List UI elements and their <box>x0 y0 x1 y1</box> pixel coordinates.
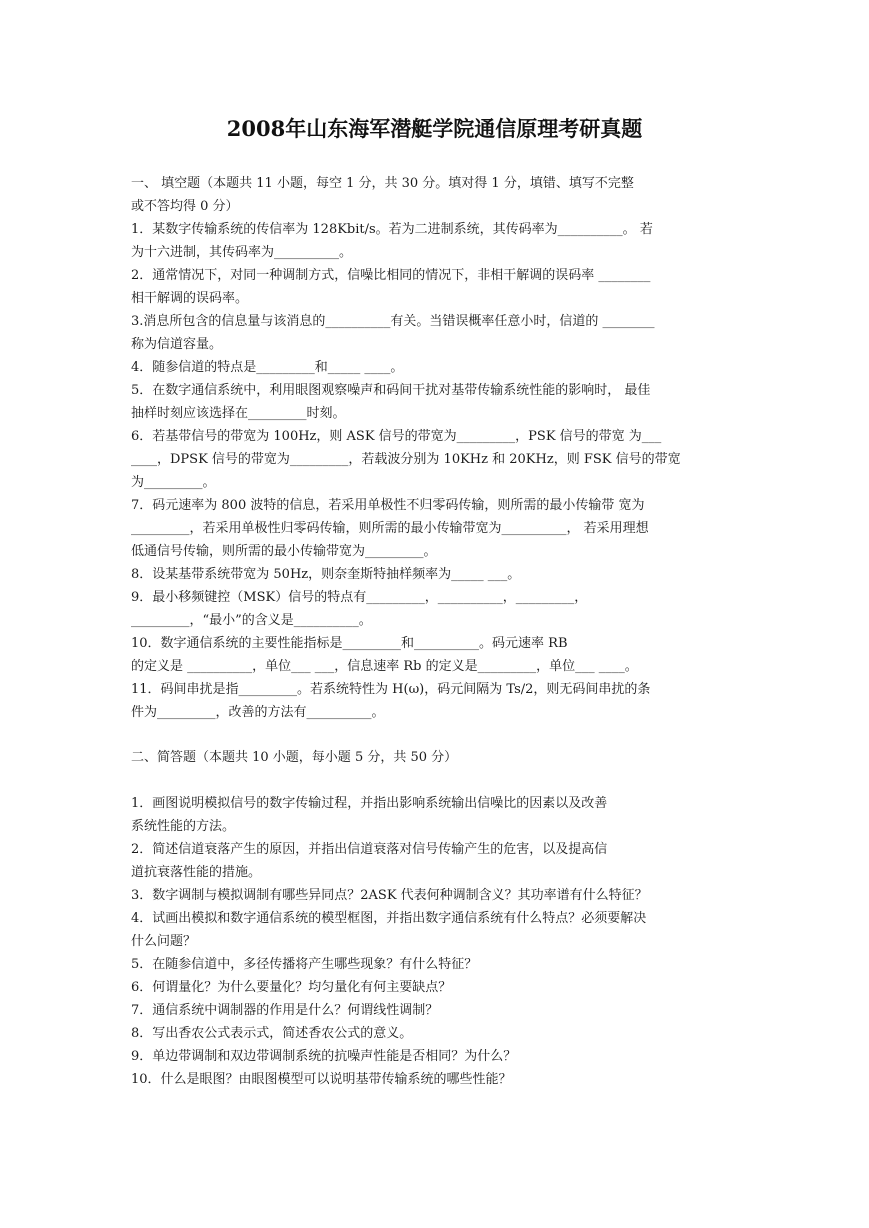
question-line: 为_________。 <box>131 475 216 490</box>
question-line: 9．最小移频键控（MSK）信号的特点有_________，__________，_________， <box>131 590 588 605</box>
question-line: 称为信道容量。 <box>131 337 223 352</box>
question-2-1 <box>131 792 739 838</box>
question-line: _________，若采用单极性归零码传输，则所需的最小传输带宽为__________， 若采用理想 <box>131 521 649 536</box>
question-line: 4．随参信道的特点是_________和_____ ____。 <box>131 360 404 375</box>
question-2-5 <box>131 953 739 976</box>
question-line: 6．若基带信号的带宽为 100Hz，则 ASK 信号的带宽为_________，PSK 信号的带宽 为___ <box>131 429 662 444</box>
question-line: _________，“最小”的含义是__________。 <box>131 613 372 628</box>
question-2-2 <box>131 838 739 884</box>
section1-heading-line2: 或不答均得 0 分） <box>131 199 239 214</box>
question-line: 系统性能的方法。 <box>131 819 236 834</box>
question-line: ____，DPSK 信号的带宽为_________，若载波分别为 10KHz 和 20KHz，则 FSK 信号的带宽 <box>131 452 681 467</box>
document-title: 2008年山东海军潜艇学院通信原理考研真题 <box>226 116 643 141</box>
question-line: 3．数字调制与模拟调制有哪些异同点？2ASK 代表何种调制含义？其功率谱有什么特征？ <box>131 888 648 903</box>
question-line: 抽样时刻应该选择在_________时刻。 <box>131 406 346 421</box>
question-2-6 <box>131 976 739 999</box>
question-line: 低通信号传输，则所需的最小传输带宽为_________。 <box>131 544 437 559</box>
question-line: 5．在随参信道中，多径传播将产生哪些现象？有什么特征？ <box>131 957 478 972</box>
question-line: 2．简述信道衰落产生的原因，并指出信道衰落对信号传输产生的危害，以及提高信 <box>131 842 608 857</box>
section-short-answer <box>131 746 739 1091</box>
question-line: 相干解调的误码率。 <box>131 291 249 306</box>
question-line: 8．写出香农公式表示式，简述香农公式的意义。 <box>131 1026 413 1041</box>
question-line: 11．码间串扰是指_________。若系统特性为 H(ω)，码元间隔为 Ts/2，则无码间串扰的条 <box>131 682 651 697</box>
question-line: 10．什么是眼图？由眼图模型可以说明基带传输系统的哪些性能？ <box>131 1072 512 1087</box>
question-line: 6．何谓量化？为什么要量化？均匀量化有何主要缺点？ <box>131 980 452 995</box>
question-line: 为十六进制，其传码率为__________。 <box>131 245 353 260</box>
question-line: 3.消息所包含的信息量与该消息的__________有关。当错误概率任意小时，信道的 ________ <box>131 314 655 329</box>
question-line: 5．在数字通信系统中，利用眼图观察噪声和码间干扰对基带传输系统性能的影响时， 最佳 <box>131 383 651 398</box>
spacer <box>131 769 739 792</box>
question-line: 8．设某基带系统带宽为 50Hz，则奈奎斯特抽样频率为_____ ___。 <box>131 567 521 582</box>
question-2-9 <box>131 1045 739 1068</box>
question-line: 1．画图说明模拟信号的数字传输过程，并指出影响系统输出信噪比的因素以及改善 <box>131 796 608 811</box>
question-2-8 <box>131 1022 739 1045</box>
question-line: 9．单边带调制和双边带调制系统的抗噪声性能是否相同？为什么？ <box>131 1049 517 1064</box>
question-1-10 <box>131 632 739 678</box>
question-1-6 <box>131 425 739 494</box>
question-1-5 <box>131 379 739 425</box>
document-body <box>131 172 739 1091</box>
question-line: 道抗衰落性能的措施。 <box>131 865 262 880</box>
question-1-1 <box>131 218 739 264</box>
question-line: 件为_________，改善的方法有__________。 <box>131 705 385 720</box>
question-line: 2．通常情况下，对同一种调制方式，信噪比相同的情况下，非相干解调的误码率 ________ <box>131 268 651 283</box>
question-line: 的定义是 __________，单位___ ___，信息速率 Rb 的定义是_________，单位___ ____。 <box>131 659 638 674</box>
question-2-10 <box>131 1068 739 1091</box>
question-2-4 <box>131 907 739 953</box>
spacer <box>131 724 739 746</box>
section2-heading: 二、简答题（本题共 10 小题，每小题 5 分，共 50 分） <box>131 750 458 765</box>
question-line: 7．码元速率为 800 波特的信息，若采用单极性不归零码传输，则所需的最小传输带 宽为 <box>131 498 645 513</box>
section-fill-in-blank <box>131 172 739 724</box>
question-line: 7．通信系统中调制器的作用是什么？何谓线性调制？ <box>131 1003 439 1018</box>
section1-heading-line1: 一、 填空题（本题共 11 小题，每空 1 分，共 30 分。填对得 1 分，填错、填写不完整 <box>131 176 634 191</box>
question-1-2 <box>131 264 739 310</box>
question-1-8 <box>131 563 739 586</box>
question-line: 1．某数字传输系统的传信率为 128Kbit/s。若为二进制系统，其传码率为__________。 若 <box>131 222 653 237</box>
question-line: 4．试画出模拟和数字通信系统的模型框图，并指出数字通信系统有什么特点？必须要解决 <box>131 911 647 926</box>
question-2-7 <box>131 999 739 1022</box>
question-2-3 <box>131 884 739 907</box>
question-1-3 <box>131 310 739 356</box>
question-1-4 <box>131 356 739 379</box>
question-line: 10．数字通信系统的主要性能指标是_________和__________。码元速率 RB <box>131 636 568 651</box>
question-1-7 <box>131 494 739 563</box>
question-1-11 <box>131 678 739 724</box>
question-line: 什么问题？ <box>131 934 197 949</box>
question-1-9 <box>131 586 739 632</box>
